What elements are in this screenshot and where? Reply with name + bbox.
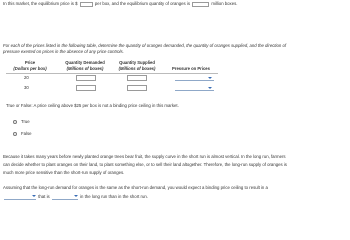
equilibrium-price-input[interactable] [80, 2, 93, 7]
ceiling-text-b: that is [38, 193, 50, 199]
pressure-dropdown-row-2[interactable] [175, 85, 214, 91]
header-qd-units: (Millions of boxes) [66, 66, 104, 71]
header-price-units: (Dollars per box) [13, 66, 47, 71]
chevron-down-icon [32, 195, 36, 197]
pressure-dropdown-row-1[interactable] [175, 75, 214, 81]
header-pressure: Pressure on Prices [172, 66, 210, 71]
table-row-price: 30 [24, 85, 29, 90]
option-false-label: False [21, 131, 32, 136]
chevron-down-icon [208, 77, 212, 79]
price-ceiling-question: True or False: A price ceiling above $25 per box is not a binding price ceiling in this market. [6, 103, 179, 108]
larger-smaller-dropdown[interactable] [52, 194, 78, 200]
instructions-line-2: pressure exerted on prices in the absence of any price controls. [3, 49, 124, 54]
instructions-line-1: For each of the prices listed in the following table, determine the quantity of oranges demanded, the quantity of oranges supplied, and the direction of [3, 43, 287, 48]
equilibrium-text-b: per box, and the equilibrium quantity of oranges is [94, 1, 190, 7]
equilibrium-quantity-input[interactable] [192, 2, 209, 7]
radio-false[interactable] [13, 132, 17, 136]
equilibrium-text-a: In this market, the equilibrium price is $ [3, 1, 78, 7]
supply-paragraph-line-2: can decide whether to plant oranges on their land, to plant something else, or to sell their land altogether. Therefore, the long-run supply of oranges is [3, 162, 287, 167]
header-price: Price [24, 60, 36, 65]
table-row-price: 20 [24, 75, 29, 80]
qs-input-row-2[interactable] [127, 85, 147, 91]
header-qs: Quantity Supplied [119, 60, 155, 65]
supply-paragraph-line-3: much more price sensitive than the short-run supply of oranges. [3, 170, 125, 175]
ceiling-sentence-line-1: Assuming that the long-run demand for oranges is the same as the short-run demand, you would expect a binding price ceiling to result in a [3, 185, 268, 190]
qd-input-row-2[interactable] [76, 85, 96, 91]
chevron-down-icon [74, 195, 78, 197]
option-true-label: True [21, 119, 30, 124]
radio-true[interactable] [13, 120, 17, 124]
table-divider [6, 73, 218, 74]
equilibrium-text-c: million boxes. [211, 1, 238, 7]
ceiling-sentence-line-2 [3, 194, 148, 200]
header-qs-units: (Millions of boxes) [118, 66, 156, 71]
supply-paragraph-line-1: Because it takes many years before newly planted orange trees bear fruit, the supply curve in the short run is almost vertical. In the long run, farmers [3, 154, 286, 159]
chevron-down-icon [208, 87, 212, 89]
shortage-surplus-dropdown[interactable] [4, 194, 36, 200]
header-qd: Quantity Demanded [65, 60, 105, 65]
qs-input-row-1[interactable] [127, 75, 147, 81]
qd-input-row-1[interactable] [76, 75, 96, 81]
ceiling-text-c: in the long run than in the short run. [80, 193, 148, 199]
equilibrium-sentence [3, 2, 237, 8]
